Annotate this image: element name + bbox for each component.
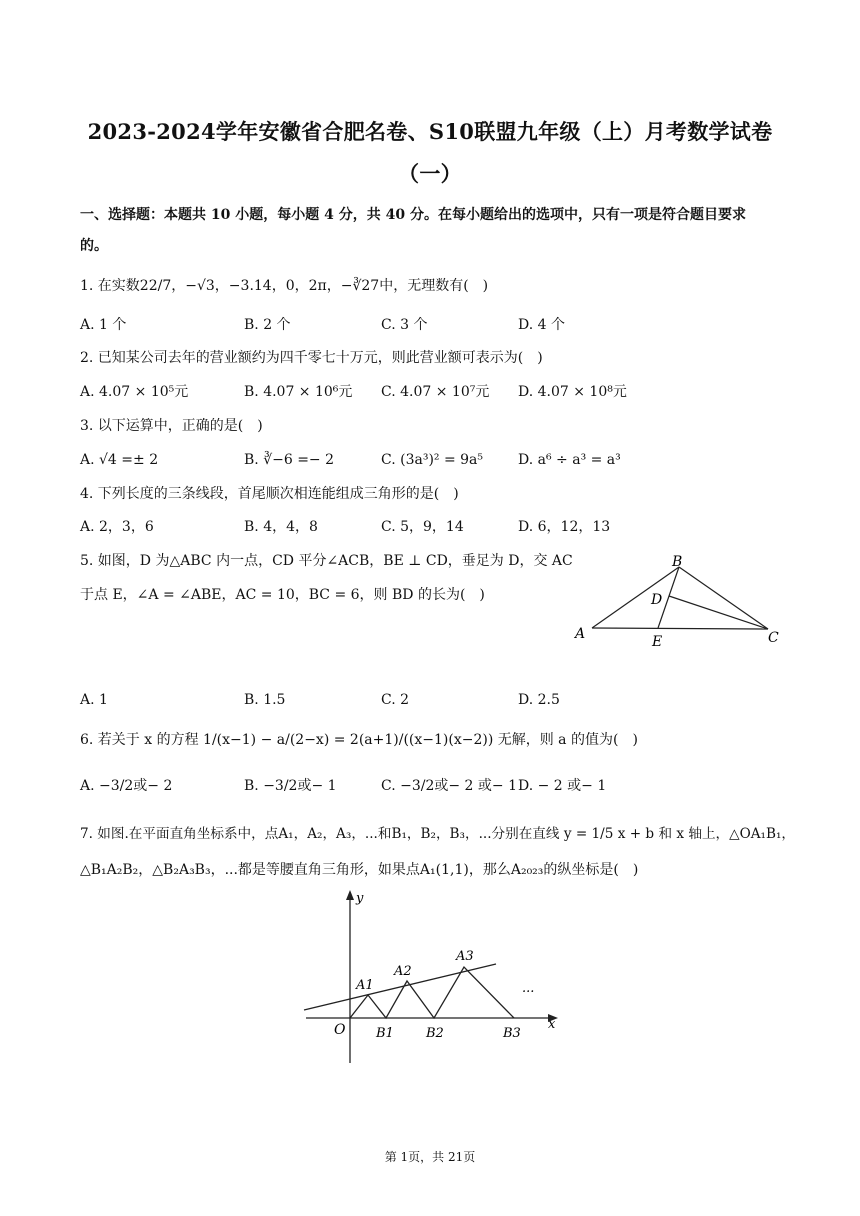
- question-1-text: 1. 在实数22/7，−√3，−3.14，0，2π，−∛27中，无理数有( ): [80, 278, 489, 294]
- label-b2: B2: [426, 1026, 444, 1041]
- q5-option-b: B. 1.5: [244, 692, 286, 708]
- q2-option-b: B. 4.07 × 10⁶元: [244, 384, 353, 400]
- question-5-text-line2: 于点 E，∠A = ∠ABE，AC = 10，BC = 6，则 BD 的长为( ): [80, 587, 485, 603]
- label-y: y: [356, 891, 364, 906]
- q6-option-c: C. −3/2或− 2 或− 1: [381, 778, 518, 794]
- q3-option-a: A. √4 =± 2: [80, 452, 159, 468]
- label-ellipsis: ...: [522, 981, 535, 996]
- q2-option-d: D. 4.07 × 10⁸元: [518, 384, 627, 400]
- q3-option-b: B. ∛−6 =− 2: [244, 452, 335, 468]
- q4-option-d: D. 6，12，13: [518, 519, 611, 535]
- label-a1: A1: [356, 978, 374, 993]
- label-a2: A2: [394, 964, 412, 979]
- question-6-text: 6. 若关于 x 的方程 1/(x−1) − a/(2−x) = 2(a+1)/((x−1)(x−2)) 无解，则 a 的值为( ): [80, 732, 638, 748]
- y-axis-arrow: [346, 890, 354, 900]
- q6-option-d: D. − 2 或− 1: [518, 778, 607, 794]
- q2-option-c: C. 4.07 × 10⁷元: [381, 384, 490, 400]
- page-title: 2023-2024学年安徽省合肥名卷、S10联盟九年级（上）月考数学试卷: [87, 119, 773, 144]
- question-2-text: 2. 已知某公司去年的营业额约为四千零七十万元，则此营业额可表示为( ): [80, 350, 543, 366]
- triangle-figure: [566, 550, 788, 655]
- q4-option-b: B. 4，4，8: [244, 519, 318, 535]
- label-c: C: [768, 630, 779, 646]
- section-header: 一、选择题：本题共 10 小题，每小题 4 分，共 40 分。在每小题给出的选项中，只有一项是符合题目要求: [80, 207, 746, 223]
- question-5-text: 5. 如图，D 为△ABC 内一点，CD 平分∠ACB，BE ⊥ CD，垂足为 D，交 AC: [80, 553, 573, 569]
- label-e: E: [652, 634, 663, 650]
- label-x: x: [548, 1017, 556, 1032]
- segment-ac: [592, 628, 768, 629]
- label-b1: B1: [376, 1026, 394, 1041]
- question-7-text-line2: △B₁A₂B₂，△B₂A₃B₃，...都是等腰直角三角形，如果点A₁(1,1)，那么A₂₀₂₃的纵坐标是( ): [80, 862, 639, 878]
- segment-ab: [592, 567, 679, 628]
- question-7-text: 7. 如图.在平面直角坐标系中，点A₁，A₂，A₃，...和B₁，B₂，B₃，...分别在直线 y = 1/5 x + b 和 x 轴上，△OA₁B₁，: [80, 826, 796, 842]
- page-footer: 第 1页，共 21页: [384, 1150, 476, 1164]
- section-header-line2: 的。: [80, 238, 108, 254]
- q6-option-a: A. −3/2或− 2: [80, 778, 173, 794]
- label-a: A: [575, 626, 586, 642]
- q3-option-d: D. a⁶ ÷ a³ = a³: [518, 452, 621, 468]
- segment-dc: [669, 596, 768, 629]
- q4-option-c: C. 5，9，14: [381, 519, 464, 535]
- q1-option-d: D. 4 个: [518, 317, 565, 333]
- q2-option-a: A. 4.07 × 10⁵元: [80, 384, 189, 400]
- q1-option-c: C. 3 个: [381, 317, 428, 333]
- q5-option-d: D. 2.5: [518, 692, 560, 708]
- q4-option-a: A. 2，3，6: [80, 519, 154, 535]
- question-4-text: 4. 下列长度的三条线段，首尾顺次相连能组成三角形的是( ): [80, 486, 459, 502]
- q1-option-a: A. 1 个: [80, 317, 127, 333]
- question-3-text: 3. 以下运算中，正确的是( ): [80, 418, 263, 434]
- q5-option-a: A. 1: [80, 692, 108, 708]
- label-a3: A3: [456, 949, 474, 964]
- label-b: B: [672, 554, 683, 570]
- segment-bc: [679, 567, 768, 629]
- label-d: D: [651, 592, 663, 608]
- label-b3: B3: [503, 1026, 521, 1041]
- q1-option-b: B. 2 个: [244, 317, 291, 333]
- q5-option-c: C. 2: [381, 692, 410, 708]
- q6-option-b: B. −3/2或− 1: [244, 778, 337, 794]
- coordinate-figure: [296, 888, 566, 1066]
- label-o: O: [334, 1022, 346, 1038]
- question-1: [80, 276, 488, 296]
- page-title-line2: （一）: [398, 161, 462, 186]
- q3-option-c: C. (3a³)² = 9a⁵: [381, 452, 484, 468]
